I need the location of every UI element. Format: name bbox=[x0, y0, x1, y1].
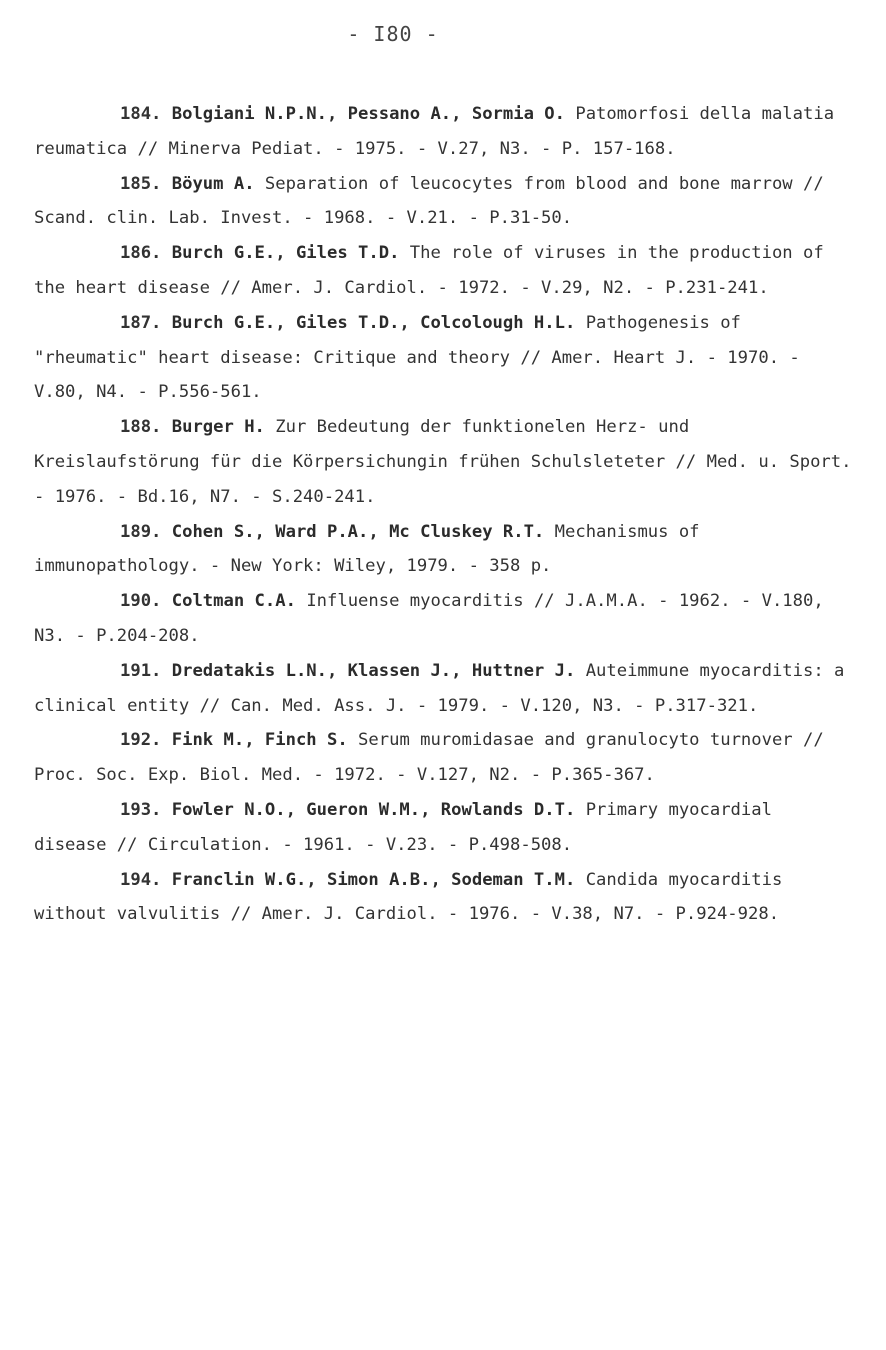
reference-authors: Böyum A. bbox=[171, 173, 255, 194]
reference-item bbox=[34, 236, 854, 306]
reference-authors: Dredatakis L.N., Klassen J., Huttner J. bbox=[171, 660, 576, 681]
reference-text: Influense myocarditis // J.A.M.A. - 1962. - V.180, N3. - P.204-208. bbox=[34, 591, 824, 646]
reference-item bbox=[34, 793, 854, 863]
reference-authors: Cohen S., Ward P.A., Mc Cluskey R.T. bbox=[171, 521, 545, 542]
reference-number: 188. bbox=[120, 417, 162, 438]
reference-text: Primary myocardial disease // Circulation. - 1961. - V.23. - P.498-508. bbox=[34, 799, 772, 855]
reference-number: 190. bbox=[120, 591, 162, 612]
reference-text: Candida myocarditis without valvulitis // Amer. J. Cardiol. - 1976. - V.38, N7. - P.924-928. bbox=[34, 869, 783, 925]
reference-authors: Coltman C.A. bbox=[171, 591, 296, 612]
reference-text: Patomorfosi della malatia reumatica // Minerva Pediat. - 1975. - V.27, N3. - P. 157-168. bbox=[34, 104, 835, 159]
reference-authors: Bolgiani N.P.N., Pessano A., Sormia O. bbox=[171, 104, 565, 124]
reference-authors: Fowler N.O., Gueron W.M., Rowlands D.T. bbox=[171, 799, 576, 820]
reference-number: 192. bbox=[120, 730, 162, 751]
reference-item bbox=[34, 97, 854, 167]
reference-item bbox=[34, 723, 854, 793]
reference-item bbox=[34, 584, 854, 654]
reference-text: Mechanismus of immunopathology. - New York: Wiley, 1979. - 358 p. bbox=[34, 521, 700, 577]
reference-item bbox=[34, 167, 854, 237]
page-number: - I80 - bbox=[347, 22, 439, 46]
reference-text: Auteimmune myocarditis: a clinical entity // Can. Med. Ass. J. - 1979. - V.120, N3. - P.317-321. bbox=[34, 660, 845, 716]
reference-number: 194. bbox=[120, 869, 162, 890]
reference-number: 187. bbox=[120, 312, 162, 333]
reference-item bbox=[34, 654, 854, 724]
reference-authors: Burch G.E., Giles T.D., Colcolough H.L. bbox=[171, 312, 576, 333]
reference-list bbox=[34, 97, 854, 932]
reference-item bbox=[34, 410, 854, 514]
reference-text: Serum muromidasae and granulocyto turnover // Proc. Soc. Exp. Biol. Med. - 1972. - V.127, N2. - P.365-367. bbox=[34, 730, 824, 786]
reference-number: 185. bbox=[120, 173, 162, 194]
reference-text: Separation of leucocytes from blood and bone marrow // Scand. clin. Lab. Invest. - 1968. - V.21. - P.31-50. bbox=[34, 173, 824, 229]
reference-text: Zur Bedeutung der funktionelen Herz- und Kreislaufstörung für die Körpersichungin frühen Schulsleteter // Med. u. Sport. - 1976. - Bd.16, N7. - S.240-241. bbox=[34, 417, 852, 507]
reference-authors: Burger H. bbox=[171, 417, 265, 438]
reference-item bbox=[34, 306, 854, 410]
reference-authors: Franclin W.G., Simon A.B., Sodeman T.M. bbox=[171, 869, 576, 890]
reference-number: 186. bbox=[120, 243, 162, 264]
reference-text: Pathogenesis of "rheumatic" heart disease: Critique and theory // Amer. Heart J. - 1970. - V.80, N4. - P.556-561. bbox=[34, 312, 800, 403]
reference-item bbox=[34, 515, 854, 585]
reference-item bbox=[34, 863, 854, 933]
reference-number: 184. bbox=[120, 104, 162, 124]
reference-authors: Fink M., Finch S. bbox=[171, 730, 348, 751]
reference-number: 189. bbox=[120, 521, 162, 542]
reference-authors: Burch G.E., Giles T.D. bbox=[171, 243, 400, 264]
reference-number: 191. bbox=[120, 660, 162, 681]
reference-text: The role of viruses in the production of the heart disease // Amer. J. Cardiol. - 1972. - V.29, N2. - P.231-241. bbox=[34, 243, 824, 298]
reference-number: 193. bbox=[120, 799, 162, 820]
